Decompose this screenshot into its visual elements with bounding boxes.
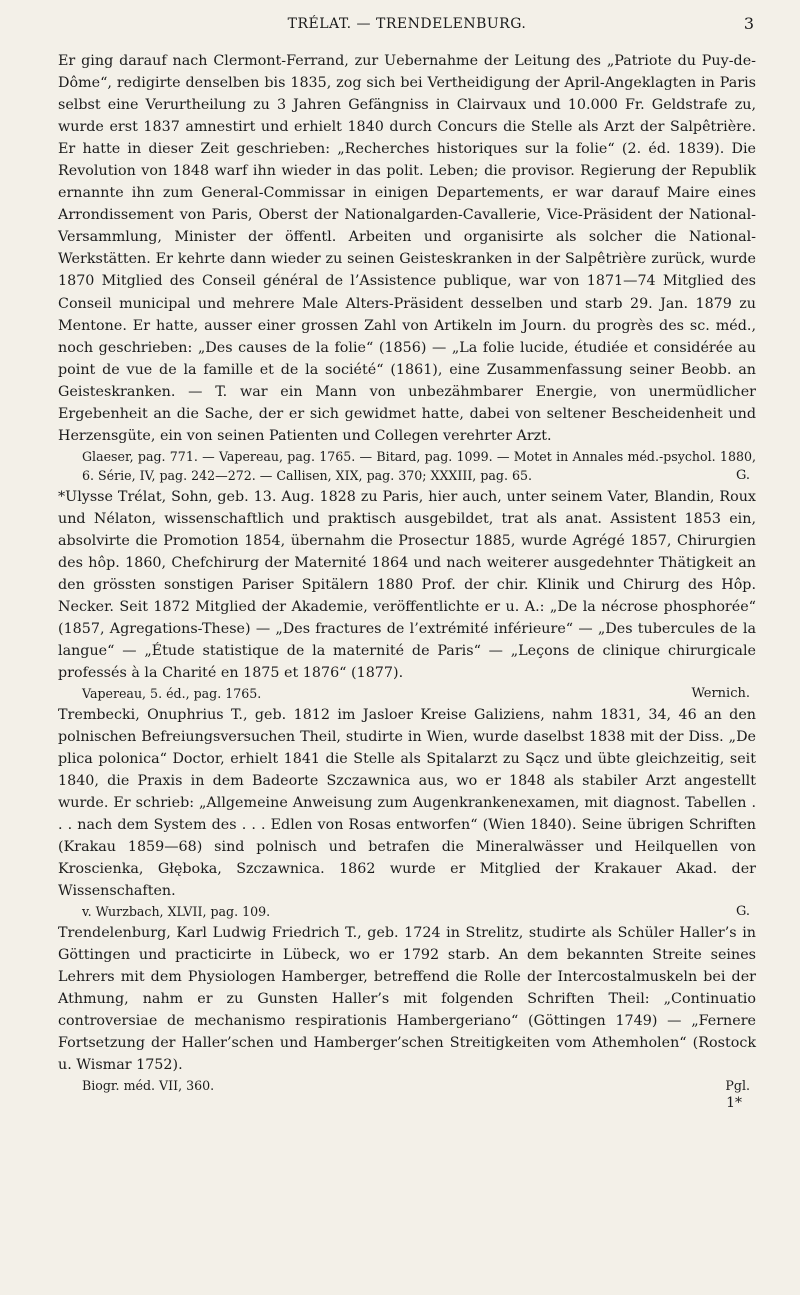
sheet-signature-mark: 1* — [726, 1095, 742, 1112]
entry-ulysse-trelat-refs — [58, 684, 756, 704]
page-footer — [58, 1076, 756, 1120]
entry-ulysse-trelat-text: *Ulysse Trélat, Sohn, geb. 13. Aug. 1828 zu Paris, hier auch, unter seinem Vater, Blandin, Roux und Nélaton, wissenschaftlich und praktisch ausgebildet, trat als anat. Assistent 1853 ein, absolvirte die Promotion 1854, übernahm die Prosectur 1885, wurde Agrégé 1857, Chirurgien des hôp. 1860, Chefchirurg der Maternité 1864 und nach weiterer ausgedehnter Thätigkeit an den grössten sonstigen Pariser Spitälern 1880 Prof. der chir. Klinik und Chirurg des Hôp. Necker. Seit 1872 Mitglied der Akademie, veröffentlichte er u. A.: „De la nécrose phosphorée“ (1857, Agregations-These) — „Des fractures de l’extrémité inférieure“ — „Des tubercules de la langue“ — „Étude statistique de la maternité de Paris“ — „Leçons de clinique chirurgicale professés à la Charité en 1875 et 1876“ (1877). — [58, 488, 756, 682]
author-signature: Wernich. — [691, 686, 750, 702]
author-signature: G. — [735, 904, 750, 920]
author-signature: G. — [735, 468, 750, 484]
running-header — [58, 10, 756, 36]
references: Vapereau, 5. éd., pag. 1765. — [82, 686, 262, 702]
page-number: 3 — [743, 14, 754, 33]
source-reference: Biogr. méd. VII, 360. — [82, 1078, 215, 1094]
entry-trembecki-text: Trembecki, Onuphrius T., geb. 1812 im Jasloer Kreise Galiziens, nahm 1831, 34, 46 an den polnischen Befreiungsversuchen Theil, studirte in Wien, wurde daselbst 1838 mit der Diss. „De plica polonica“ Doctor, erhielt 1841 die Stelle als Spitalarzt zu Sącz und übte gleichzeitig, seit 1840, die Praxis in dem Badeorte Szczawnica aus, wo er 1848 als stabiler Arzt angestellt wurde. Er schrieb: „Allgemeine Anweisung zum Augenkrankenexamen, mit diagnost. Tabellen . . . nach dem System des . . . Edlen von Rosas entworfen“ (Wien 1840). Seine übrigen Schriften (Krakau 1859—68) sind polnisch und betrafen die Mineralwässer und Heilquellen von Kroscienka, Głęboka, Szczawnica. 1862 wurde er Mitglied der Krakauer Akad. der Wissenschaften. — [58, 706, 756, 900]
references: v. Wurzbach, XLVII, pag. 109. — [82, 904, 271, 920]
author-signature: Pgl. — [725, 1078, 750, 1094]
entry-trelat-refs — [58, 447, 756, 486]
references: Glaeser, pag. 771. — Vapereau, pag. 1765. — Bitard, pag. 1099. — Motet in Annales méd.-psychol. 1880, 6. Série, IV, pag. 242—272. — Callisen, XIX, pag. 370; XXXIII, pag. 65. — [82, 448, 756, 484]
entry-trendelenburg-text: Trendelenburg, Karl Ludwig Friedrich T., geb. 1724 in Strelitz, studirte als Schüler Haller’s in Göttingen und practicirte in Lübeck, wo er 1792 starb. An dem bekannten Streite seines Lehrers mit dem Physiologen Hamberger, betreffend die Rolle der Intercostalmuskeln bei der Athmung, nahm er zu Gunsten Haller’s mit folgenden Schriften Theil: „Continuatio controversiae de mechanismo respirationis Hambergeriano“ (Göttingen 1749) — „Fernere Fortsetzung der Haller’schen und Hamberger’schen Streitigkeiten vom Athemholen“ (Rostock u. Wismar 1752). — [58, 924, 756, 1073]
running-title: TRÉLAT. — TRENDELENBURG. — [287, 16, 527, 32]
entry-trelat-text: Er ging darauf nach Clermont-Ferrand, zur Uebernahme der Leitung des „Patriote du Puy-de-Dôme“, redigirte denselben bis 1835, zog sich bei Vertheidigung der April-Angeklagten in Paris selbst eine Verurtheilung zu 3 Jahren Gefängniss in Clairvaux und 10.000 Fr. Geldstrafe zu, wurde erst 1837 amnestirt und erhielt 1840 durch Concurs die Stelle als Arzt der Salpêtrière. Er hatte in dieser Zeit geschrieben: „Recherches historiques sur la folie“ (2. éd. 1839). Die Revolution von 1848 warf ihn wieder in das polit. Leben; die provisor. Regierung der Republik ernannte ihn zum General-Commissar in einigen Departements, er war darauf Maire eines Arrondissement von Paris, Oberst der Nationalgarden-Cavallerie, Vice-Präsident der National-Versammlung, Minister der öffentl. Arbeiten und organisirte als solcher die National-Werkstätten. Er kehrte dann wieder zu seinen Geisteskranken in der Salpêtrière zurück, wurde 1870 Mitglied des Conseil général de l’Assistence publique, war von 1871—74 Mitglied des Conseil municipal und mehrere Male Alters-Präsident desselben und starb 29. Jan. 1879 zu Mentone. Er hatte, ausser einer grossen Zahl von Artikeln im Journ. du progrès des sc. méd., noch geschrieben: „Des causes de la folie“ (1856) — „La folie lucide, étudiée et considérée au point de vue de la famille et de la société“ (1861), eine Zusammenfassung seiner Beobb. an Geisteskranken. — T. war ein Mann von unbezähmbarer Energie, von unermüdlicher Ergebenheit an die Sache, der er sich gewidmet hatte, dabei von seltener Bescheidenheit und Herzensgüte, ein von seinen Patienten und Collegen verehrter Arzt. — [58, 53, 756, 444]
article-body — [58, 50, 756, 1076]
entry-trembecki-refs — [58, 902, 756, 922]
